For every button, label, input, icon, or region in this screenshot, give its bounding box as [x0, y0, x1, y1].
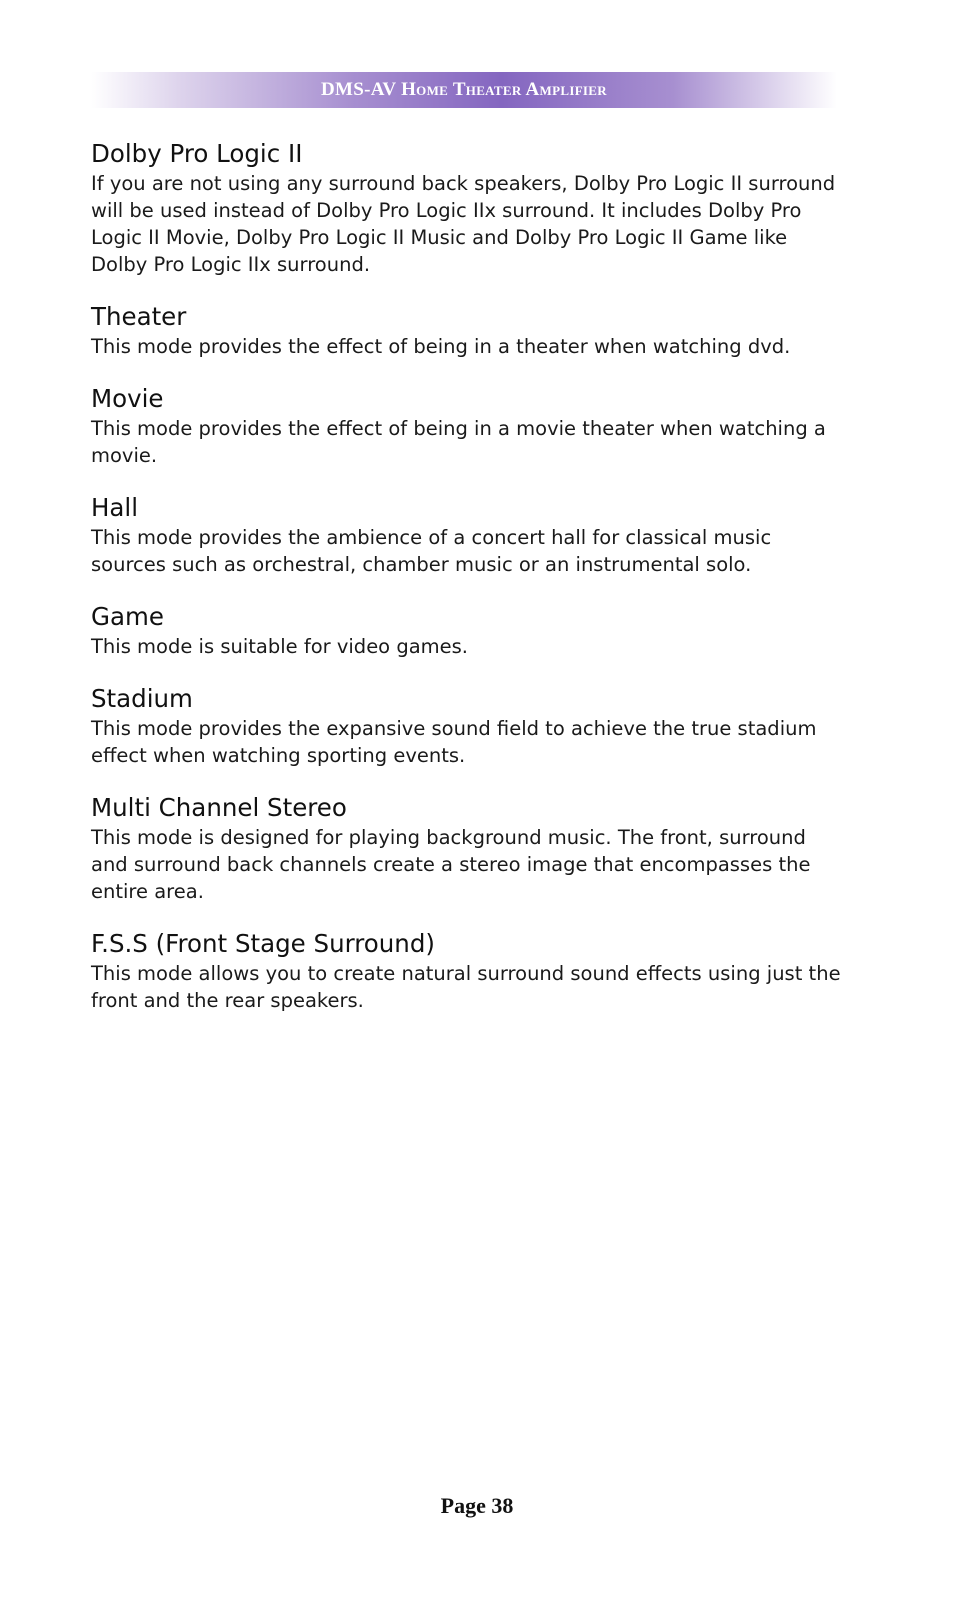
- section-multi-channel-stereo: [91, 792, 841, 905]
- section-heading: Dolby Pro Logic II: [91, 139, 303, 168]
- section-heading: Movie: [91, 384, 164, 413]
- section-stadium: [91, 683, 841, 769]
- section-hall: [91, 492, 841, 578]
- section-game: [91, 601, 841, 660]
- section-body: This mode provides the ambience of a concert hall for classical music sources such as orchestral, chamber music or an instrumental solo.: [91, 526, 772, 576]
- section-body: This mode allows you to create natural surround sound effects using just the front and the rear speakers.: [91, 962, 841, 1012]
- section-movie: [91, 383, 841, 469]
- section-heading: F.S.S (Front Stage Surround): [91, 929, 435, 958]
- section-dolby-pro-logic-ii: [91, 138, 841, 278]
- document-title: DMS-AV Home Theater Amplifier: [321, 79, 607, 100]
- section-body: If you are not using any surround back speakers, Dolby Pro Logic II surround will be used instead of Dolby Pro Logic IIx surround. It includes Dolby Pro Logic II Movie, Dolby Pro Logic II Music and Dolby Pro Logic II Game like Dolby Pro Logic IIx surround.: [91, 172, 836, 276]
- section-body: This mode provides the expansive sound field to achieve the true stadium effect when watching sporting events.: [91, 717, 817, 767]
- section-body: This mode provides the effect of being in a movie theater when watching a movie.: [91, 417, 826, 467]
- section-heading: Stadium: [91, 684, 193, 713]
- section-heading: Hall: [91, 493, 139, 522]
- section-heading: Theater: [91, 302, 187, 331]
- section-body: This mode is suitable for video games.: [91, 635, 468, 658]
- section-heading: Game: [91, 602, 164, 631]
- header-banner: [91, 72, 837, 108]
- section-body: This mode provides the effect of being in a theater when watching dvd.: [91, 335, 791, 358]
- section-fss: [91, 928, 841, 1014]
- page-number: Page 38: [440, 1493, 514, 1518]
- section-body: This mode is designed for playing background music. The front, surround and surround back channels create a stereo image that encompasses the entire area.: [91, 826, 811, 903]
- mode-descriptions: [91, 138, 841, 1037]
- section-theater: [91, 301, 841, 360]
- section-heading: Multi Channel Stereo: [91, 793, 347, 822]
